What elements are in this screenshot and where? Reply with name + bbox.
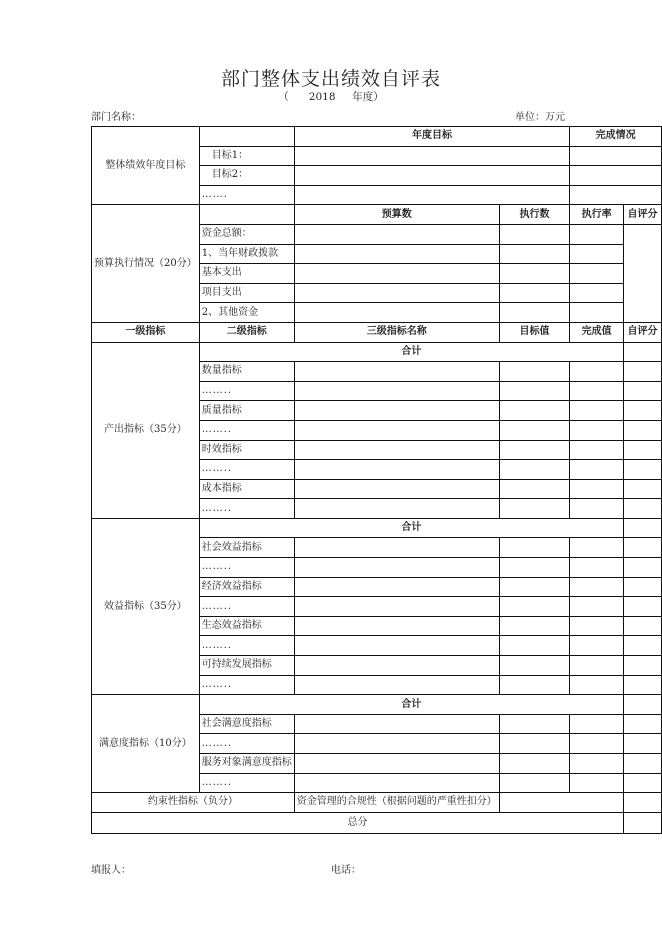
actual-input[interactable] [570,440,624,460]
budget-item-label: 2、其他资金 [199,303,294,323]
indicator-label: …….. [199,597,294,617]
actual-input[interactable] [570,773,624,793]
header-self-score: 自评分 [624,205,662,225]
header-target-value: 目标值 [499,322,570,342]
budget-input[interactable] [294,283,499,303]
blank-cell [199,205,294,225]
output-subtotal-score[interactable] [624,342,662,362]
header-exec-rate: 执行率 [570,205,624,225]
exec-rate-input[interactable] [570,283,624,303]
score-input[interactable] [624,538,662,558]
actual-input[interactable] [570,558,624,578]
target-input[interactable] [499,538,570,558]
exec-rate-input[interactable] [570,264,624,284]
indicator-label: …….. [199,420,294,440]
constraint-description: 资金管理的合规性（根据问题的严重性扣分） [294,793,499,813]
target-input[interactable] [499,734,570,754]
budget-self-score-input[interactable] [624,224,662,322]
indicator-name-input[interactable] [294,714,499,734]
indicator-label: 生态效益指标 [199,616,294,636]
header-budget: 预算数 [294,205,499,225]
benefit-section-label: 效益指标（35分） [92,518,200,694]
score-input[interactable] [624,440,662,460]
indicator-name-input[interactable] [294,734,499,754]
goal-target-input[interactable] [294,146,570,166]
indicator-name-input[interactable] [294,460,499,480]
indicator-label: …….. [199,558,294,578]
score-input[interactable] [624,616,662,636]
actual-input[interactable] [570,656,624,676]
year-line: （ 2018 年度） [278,91,384,103]
indicator-name-input[interactable] [294,577,499,597]
budget-item-label: 1、当年财政拨款 [199,244,294,264]
indicator-name-input[interactable] [294,538,499,558]
actual-input[interactable] [570,381,624,401]
budget-input[interactable] [294,303,499,323]
target-input[interactable] [499,381,570,401]
target-input[interactable] [499,577,570,597]
indicator-name-input[interactable] [294,362,499,382]
actual-input[interactable] [570,714,624,734]
budget-item-label: 项目支出 [199,283,294,303]
score-input[interactable] [624,656,662,676]
indicator-name-input[interactable] [294,636,499,656]
blank-cell [199,127,294,147]
target-input[interactable] [499,362,570,382]
target-input[interactable] [499,420,570,440]
constraint-label: 约束性指标（负分） [92,793,295,813]
header-actual-value: 完成值 [570,322,624,342]
actual-input[interactable] [570,362,624,382]
header-self-score: 自评分 [624,322,662,342]
indicator-name-input[interactable] [294,440,499,460]
indicator-label: 数量指标 [199,362,294,382]
unit-label: 单位：万元 [515,112,565,123]
indicator-name-input[interactable] [294,401,499,421]
budget-item-label: 资金总额： [199,224,294,244]
score-input[interactable] [624,754,662,774]
target-input[interactable] [499,656,570,676]
score-input[interactable] [624,401,662,421]
indicator-label: …….. [199,773,294,793]
indicator-name-input[interactable] [294,381,499,401]
goals-section-label: 整体绩效年度目标 [92,127,200,205]
benefit-subtotal-score[interactable] [624,518,662,538]
target-input[interactable] [499,773,570,793]
actual-input[interactable] [570,597,624,617]
score-input[interactable] [624,558,662,578]
score-input[interactable] [624,773,662,793]
goal-more: ……. [199,185,294,205]
executed-input[interactable] [499,303,570,323]
satisfaction-subtotal-score[interactable] [624,695,662,715]
score-input[interactable] [624,636,662,656]
constraint-score-input[interactable] [624,793,662,813]
target-input[interactable] [499,714,570,734]
form-title: 部门整体支出绩效自评表 [220,68,441,90]
actual-input[interactable] [570,636,624,656]
actual-input[interactable] [570,460,624,480]
budget-section-label: 预算执行情况（20分） [92,205,200,323]
performance-form-table [91,126,662,834]
header-level3-name: 三级指标名称 [294,322,499,342]
header-annual-target: 年度目标 [294,127,570,147]
score-input[interactable] [624,381,662,401]
indicator-name-input[interactable] [294,754,499,774]
constraint-input[interactable] [499,793,623,813]
exec-rate-input[interactable] [570,244,624,264]
executed-input[interactable] [499,224,570,244]
executed-input[interactable] [499,264,570,284]
indicator-label: 成本指标 [199,479,294,499]
goal-target-input[interactable] [294,166,570,186]
score-input[interactable] [624,499,662,519]
indicator-label: …….. [199,675,294,695]
score-input[interactable] [624,734,662,754]
benefit-subtotal-label: 合计 [199,518,623,538]
indicator-label: 时效指标 [199,440,294,460]
indicator-label: 经济效益指标 [199,577,294,597]
total-score-label: 总分 [92,812,624,833]
goal-label: 目标1： [199,146,294,166]
header-level2: 二级指标 [199,322,294,342]
header-level1: 一级指标 [92,322,200,342]
score-input[interactable] [624,460,662,480]
actual-input[interactable] [570,754,624,774]
indicator-label: …….. [199,734,294,754]
indicator-label: 服务对象满意度指标 [199,754,294,774]
score-input[interactable] [624,675,662,695]
actual-input[interactable] [570,479,624,499]
goal-label: 目标2： [199,166,294,186]
exec-rate-input[interactable] [570,224,624,244]
indicator-name-input[interactable] [294,420,499,440]
indicator-name-input[interactable] [294,499,499,519]
actual-input[interactable] [570,538,624,558]
indicator-label: 社会满意度指标 [199,714,294,734]
target-input[interactable] [499,558,570,578]
output-subtotal-label: 合计 [199,342,623,362]
executed-input[interactable] [499,283,570,303]
score-input[interactable] [624,597,662,617]
score-input[interactable] [624,714,662,734]
indicator-name-input[interactable] [294,656,499,676]
budget-item-label: 基本支出 [199,264,294,284]
goal-completion-input[interactable] [570,146,662,166]
department-name-label: 部门名称： [91,112,141,123]
header-executed: 执行数 [499,205,570,225]
filler-label: 填报人： [91,865,131,876]
goal-target-input[interactable] [294,185,570,205]
indicator-name-input[interactable] [294,479,499,499]
score-input[interactable] [624,420,662,440]
target-input[interactable] [499,440,570,460]
satisfaction-subtotal-label: 合计 [199,695,623,715]
actual-input[interactable] [570,499,624,519]
target-input[interactable] [499,460,570,480]
target-input[interactable] [499,616,570,636]
indicator-label: 可持续发展指标 [199,656,294,676]
indicator-name-input[interactable] [294,558,499,578]
exec-rate-input[interactable] [570,303,624,323]
target-input[interactable] [499,597,570,617]
output-section-label: 产出指标（35分） [92,342,200,518]
goal-completion-input[interactable] [570,166,662,186]
budget-input[interactable] [294,244,499,264]
indicator-name-input[interactable] [294,597,499,617]
indicator-name-input[interactable] [294,616,499,636]
target-input[interactable] [499,675,570,695]
target-input[interactable] [499,754,570,774]
actual-input[interactable] [570,616,624,636]
header-completion: 完成情况 [570,127,662,147]
target-input[interactable] [499,479,570,499]
indicator-name-input[interactable] [294,675,499,695]
total-score-input[interactable] [624,812,662,833]
actual-input[interactable] [570,675,624,695]
budget-input[interactable] [294,264,499,284]
indicator-label: …….. [199,636,294,656]
executed-input[interactable] [499,244,570,264]
actual-input[interactable] [570,420,624,440]
indicator-label: …….. [199,499,294,519]
indicator-name-input[interactable] [294,773,499,793]
score-input[interactable] [624,479,662,499]
actual-input[interactable] [570,734,624,754]
target-input[interactable] [499,636,570,656]
score-input[interactable] [624,577,662,597]
indicator-label: 社会效益指标 [199,538,294,558]
indicator-label: …….. [199,381,294,401]
goal-completion-input[interactable] [570,185,662,205]
target-input[interactable] [499,499,570,519]
phone-label: 电话： [331,865,361,876]
satisfaction-section-label: 满意度指标（10分） [92,695,200,793]
indicator-label: …….. [199,460,294,480]
actual-input[interactable] [570,577,624,597]
budget-input[interactable] [294,224,499,244]
score-input[interactable] [624,362,662,382]
target-input[interactable] [499,401,570,421]
indicator-label: 质量指标 [199,401,294,421]
actual-input[interactable] [570,401,624,421]
